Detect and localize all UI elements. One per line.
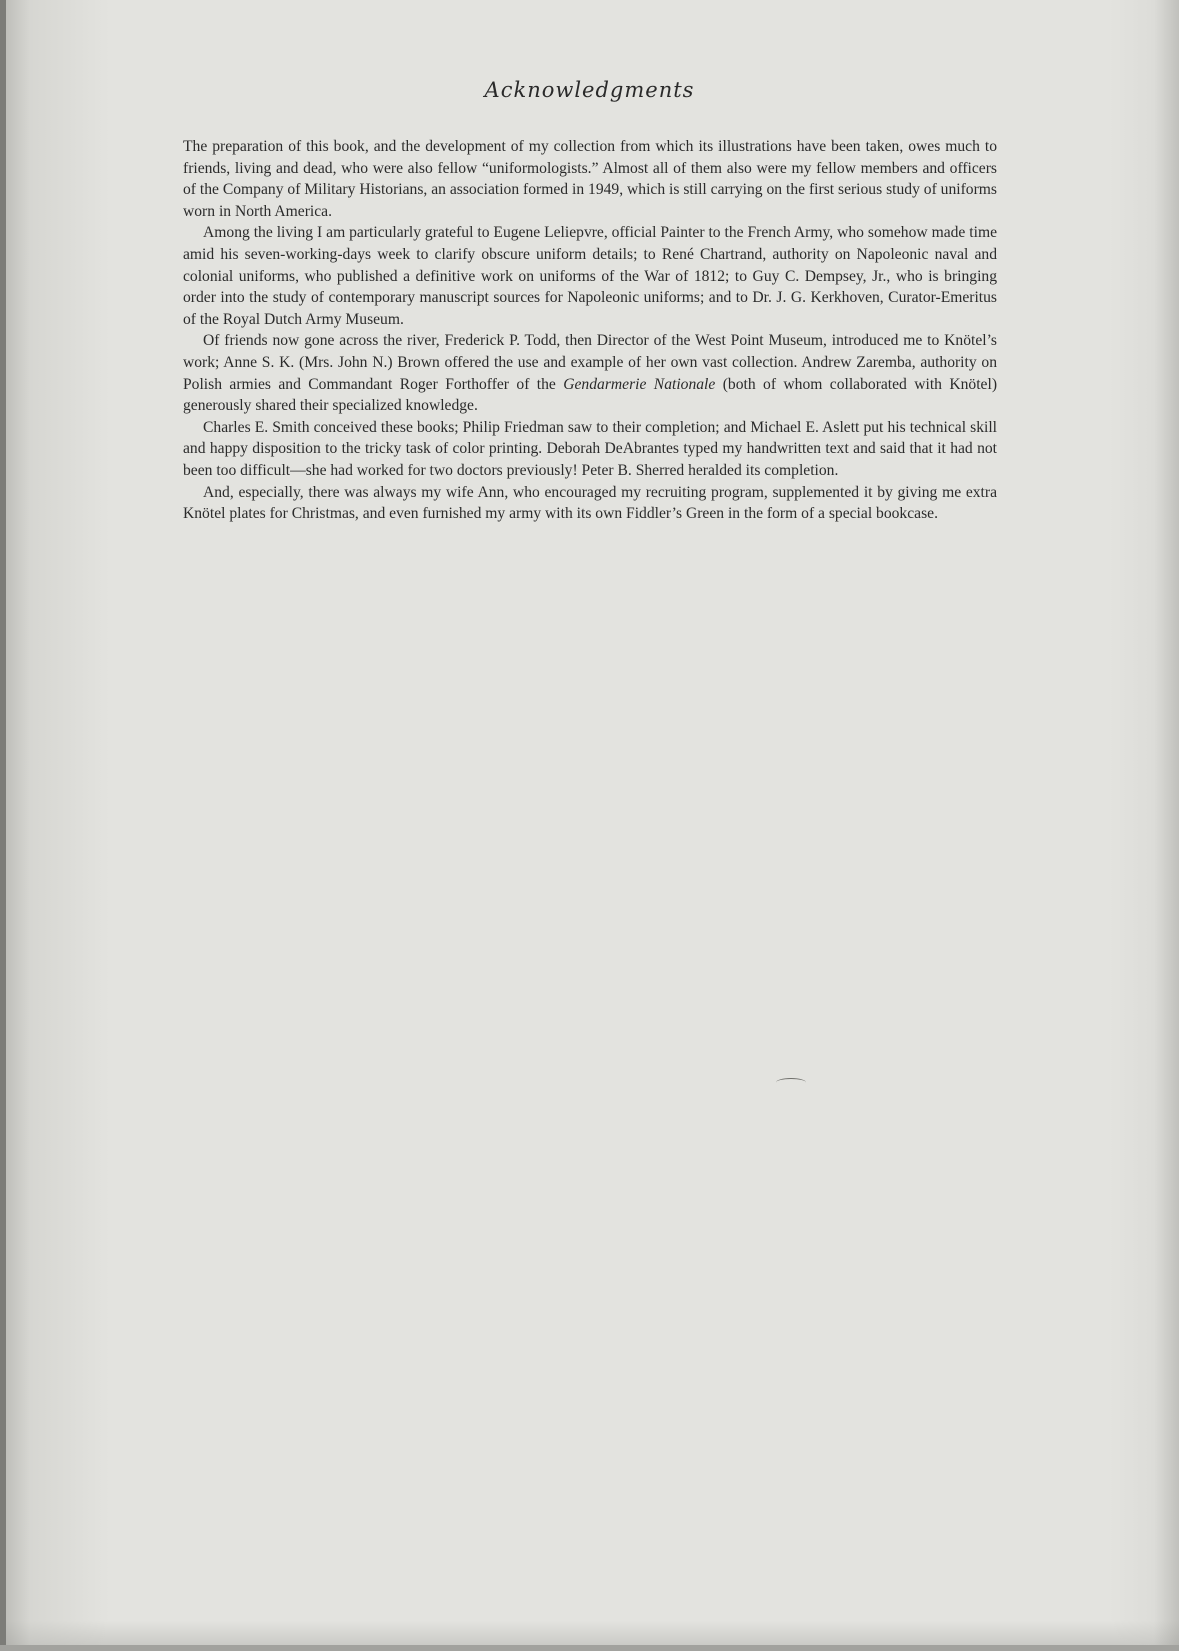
paragraph-3-text-after: (both of whom collaborated with Knötel) generously shared their specialized knowledge. bbox=[183, 375, 998, 415]
page-edge-bottom bbox=[0, 1645, 1179, 1651]
paper-mark bbox=[776, 1078, 806, 1087]
paragraph-3-text-before: Of friends now gone across the river, Frederick P. Todd, then Director of the West Point Museum, introduced me to Knötel’s work; Anne S. K. (Mrs. John N.) Brown offered the use and example of her own vast collection. Andrew Zaremba, authority on Polish armies and Commandant Roger Forthoffer of the bbox=[183, 332, 997, 393]
paragraph-5: And, especially, there was always my wife Ann, who encouraged my recruiting program, supplemented it by giving me extra Knötel plates for Christmas, and even furnished my army with its own Fiddler’s Green in the form of a special bookcase. bbox=[183, 483, 997, 523]
acknowledgments-body bbox=[183, 136, 997, 525]
paragraph-2: Among the living I am particularly grateful to Eugene Leliepvre, official Painter to the French Army, who somehow made time amid his seven-working-days week to clarify obscure uniform details; to René Chartrand, authority on Napoleonic naval and colonial uniforms, who published a definitive work on uniforms of the War of 1812; to Guy C. Dempsey, Jr., who is bringing order into the study of contemporary manuscript sources for Napoleonic uniforms; and to Dr. J. G. Kerkhoven, Curator-Emeritus of the Royal Dutch Army Museum. bbox=[183, 224, 997, 328]
paragraph-3-italic-term: Gendarmerie Nationale bbox=[563, 375, 716, 393]
paragraph-4: Charles E. Smith conceived these books; Philip Friedman saw to their completion; and Michael E. Aslett put his technical skill and happy disposition to the tricky task of color printing. Deborah DeAbrantes typed my handwritten text and said that it had not been too difficult—she had worked for two doctors previously! Peter B. Sherred heralded its completion. bbox=[183, 418, 997, 479]
page-title: Acknowledgments bbox=[484, 78, 695, 102]
paragraph-1: The preparation of this book, and the development of my collection from which its illustrations have been taken, owes much to friends, living and dead, who were also fellow “uniformologists.” Almost all of them also were my fellow members and officers of the Company of Military Historians, an association formed in 1949, which is still carrying on the first serious study of uniforms worn in North America. bbox=[183, 138, 997, 220]
paragraph-3 bbox=[183, 330, 997, 416]
page-edge-left bbox=[0, 0, 6, 1651]
